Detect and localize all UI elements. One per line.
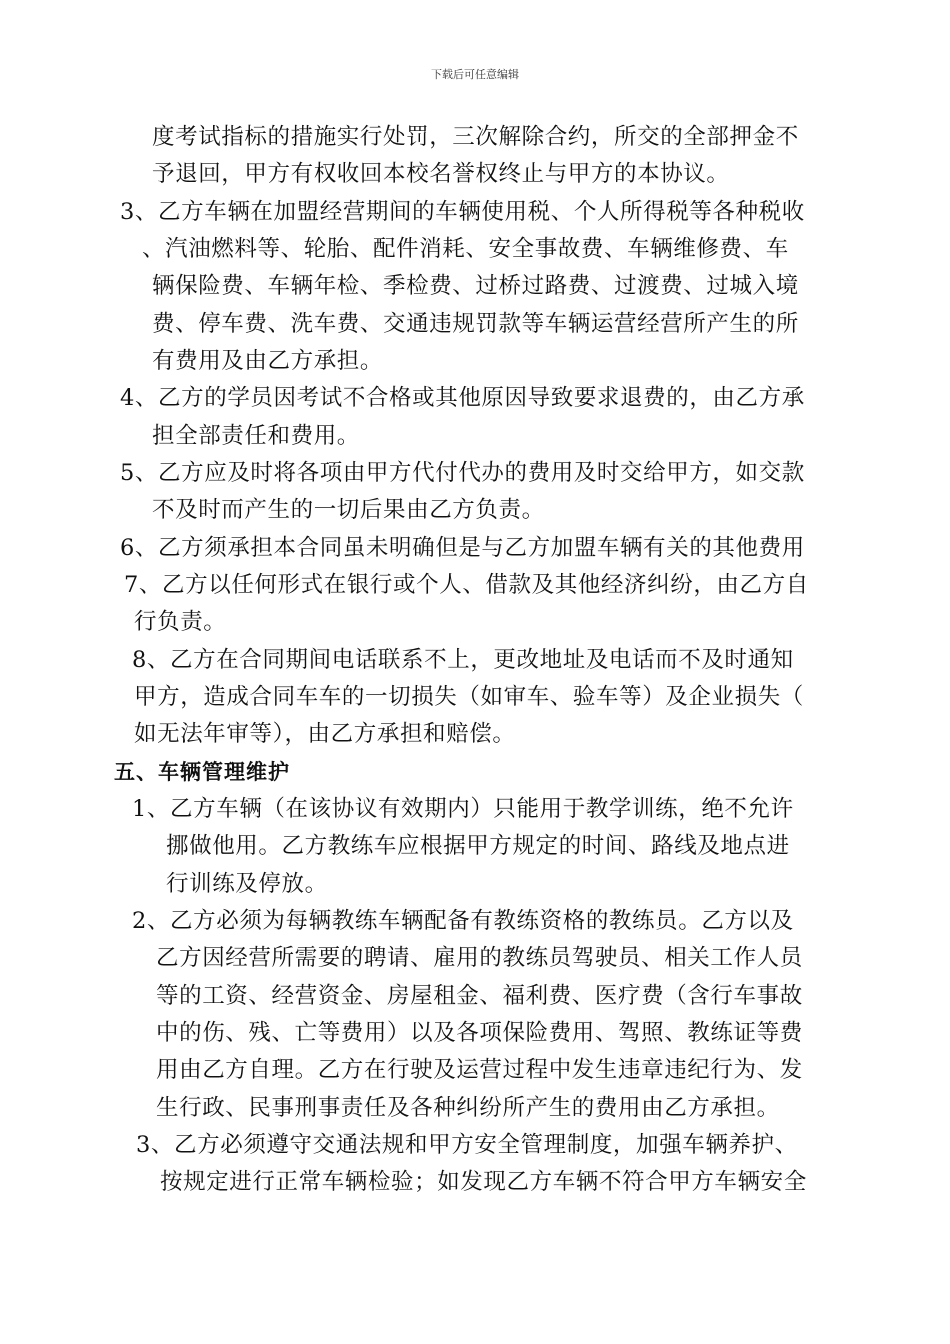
text-line: 6、乙方须承担本合同虽未明确但是与乙方加盟车辆有关的其他费用 [120,535,805,561]
text-line: 5、乙方应及时将各项由甲方代付代办的费用及时交给甲方，如交款 [120,460,805,486]
text-line: 费、停车费、洗车费、交通违规罚款等车辆运营经营所产生的所 [152,311,799,337]
section-heading: 五、车辆管理维护 [114,760,290,784]
text-line: 8、乙方在合同期间电话联系不上，更改地址及电话而不及时通知 [132,647,794,673]
text-line: 担全部责任和费用。 [152,423,360,449]
text-line: 甲方，造成合同车车的一切损失（如审车、验车等）及企业损失（ [134,684,804,710]
text-line: 行训练及停放。 [166,871,328,897]
text-line: 有费用及由乙方承担。 [152,348,384,374]
text-line: 3、乙方车辆在加盟经营期间的车辆使用税、个人所得税等各种税收 [120,199,805,225]
page-header: 下载后可任意编辑 [431,68,519,81]
text-line: 生行政、民事刑事责任及各种纠纷所产生的费用由乙方承担。 [156,1095,780,1121]
text-line: 乙方因经营所需要的聘请、雇用的教练员驾驶员、相关工作人员 [156,945,803,971]
text-line: 挪做他用。乙方教练车应根据甲方规定的时间、路线及地点进 [166,833,790,859]
text-line: 2、乙方必须为每辆教练车辆配备有教练资格的教练员。乙方以及 [132,908,794,934]
text-line: 行负责。 [134,609,227,635]
text-line: 1、乙方车辆（在该协议有效期内）只能用于教学训练，绝不允许 [132,796,794,822]
text-line: 3、乙方必须遵守交通法规和甲方安全管理制度，加强车辆养护、 [136,1132,798,1158]
text-line: 4、乙方的学员因考试不合格或其他原因导致要求退费的，由乙方承 [120,385,805,411]
text-line: 等的工资、经营资金、房屋租金、福利费、医疗费（含行车事故 [156,983,803,1009]
text-line: 度考试指标的措施实行处罚，三次解除合约，所交的全部押金不 [152,124,799,150]
text-line: 用由乙方自理。乙方在行驶及运营过程中发生违章违纪行为、发 [156,1057,803,1083]
text-line: 按规定进行正常车辆检验；如发现乙方车辆不符合甲方车辆安全 [160,1169,807,1195]
text-line: 中的伤、残、亡等费用）以及各项保险费用、驾照、教练证等费 [156,1020,803,1046]
text-line: 予退回，甲方有权收回本校名誉权终止与甲方的本协议。 [152,161,730,187]
text-line: 不及时而产生的一切后果由乙方负责。 [152,497,545,523]
text-line: 如无法年审等），由乙方承担和赔偿。 [134,721,516,747]
text-line: 辆保险费、车辆年检、季检费、过桥过路费、过渡费、过城入境 [152,273,799,299]
text-line: 7、乙方以任何形式在银行或个人、借款及其他经济纠纷，由乙方自 [124,572,809,598]
text-line: 、汽油燃料等、轮胎、配件消耗、安全事故费、车辆维修费、车 [142,236,789,262]
